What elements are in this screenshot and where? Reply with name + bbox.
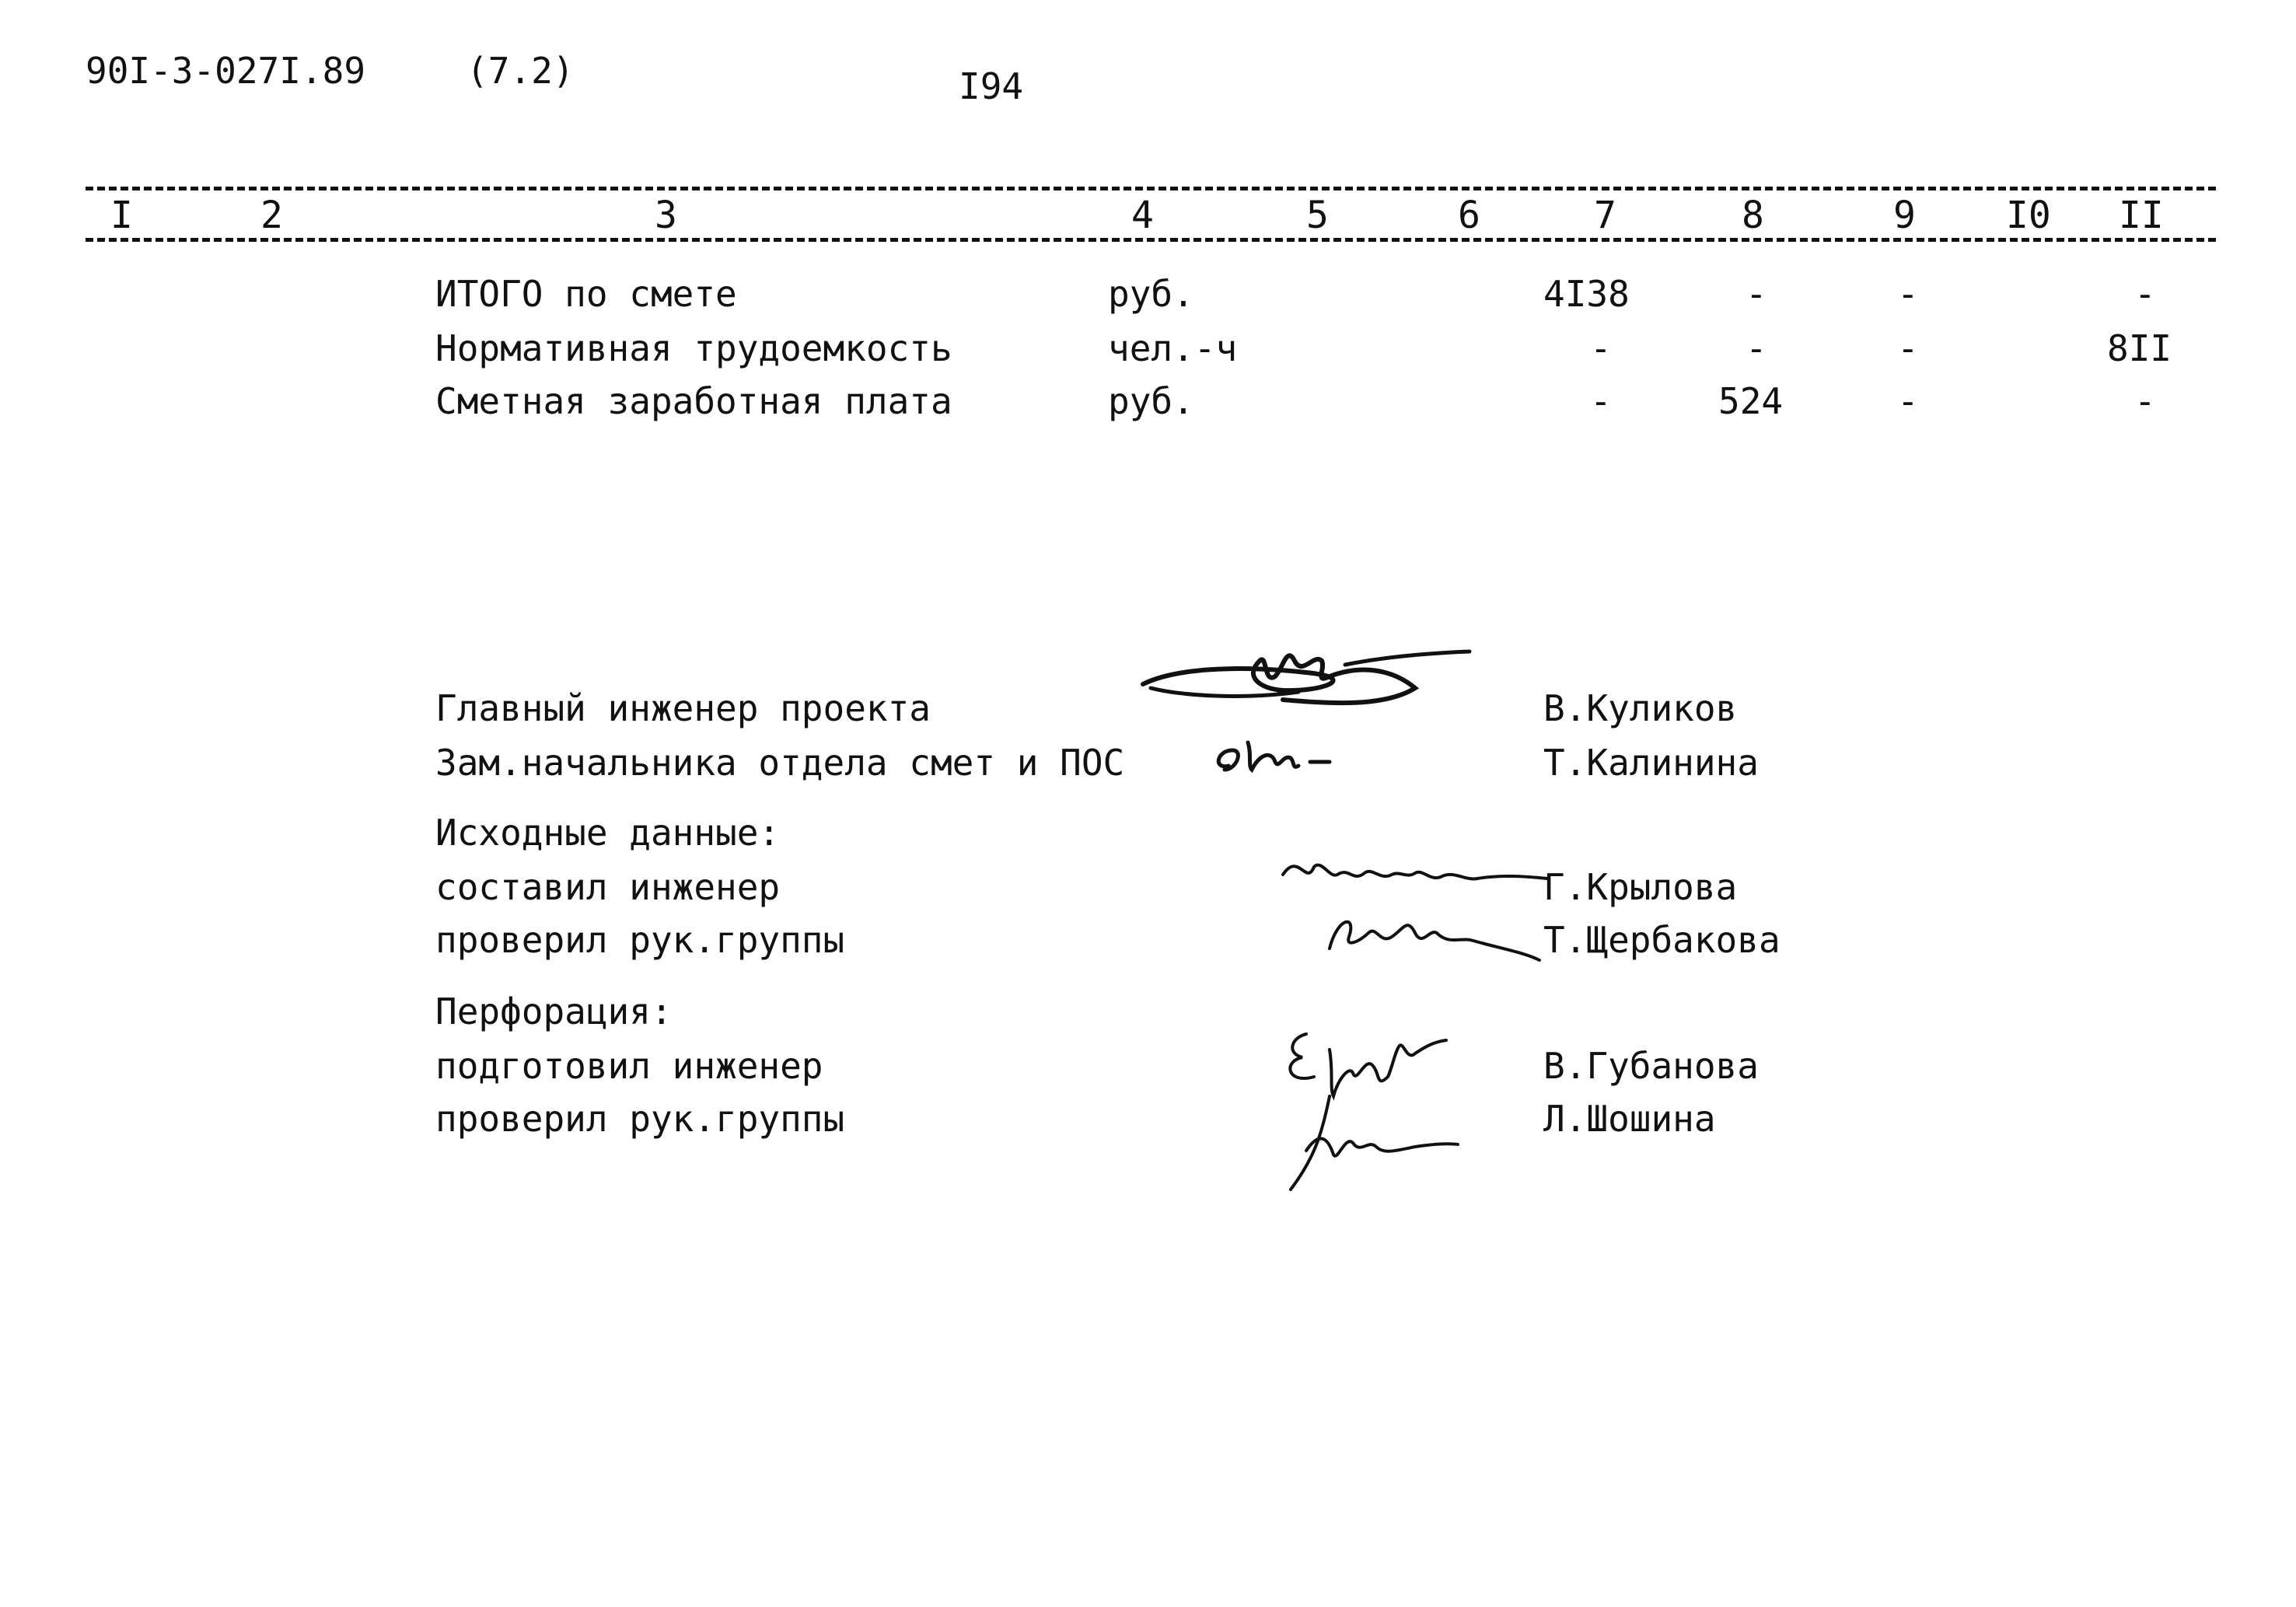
document-code: 90I-3-027I.89: [86, 50, 366, 92]
page-number: I94: [959, 65, 1024, 107]
row-col11: -: [2134, 273, 2156, 315]
column-number: 5: [1306, 194, 1329, 237]
column-number: 2: [260, 194, 283, 237]
column-number: 7: [1594, 194, 1616, 237]
row-col8: -: [1746, 327, 1767, 369]
row-unit: руб.: [1108, 380, 1194, 422]
role-checked-by-2: проверил рук.группы: [435, 1098, 845, 1140]
role-prepared-by: подготовил инженер: [435, 1045, 823, 1087]
name-prepared-by: В.Губанова: [1543, 1045, 1759, 1087]
column-number: 4: [1131, 194, 1154, 237]
header-dashed-line-bottom: [86, 238, 2216, 242]
column-number: II: [2119, 194, 2164, 237]
role-compiled-by: составил инженер: [435, 866, 781, 908]
row-col8: 524: [1718, 380, 1784, 422]
row-name: Нормативная трудоемкость: [435, 327, 952, 369]
row-col7: -: [1590, 380, 1612, 422]
signature-perforation: [1260, 1011, 1462, 1197]
row-col11: -: [2134, 380, 2156, 422]
column-number: 9: [1893, 194, 1916, 237]
role-checked-by: проверил рук.группы: [435, 919, 845, 961]
signature-chief-engineer: [1127, 630, 1485, 723]
name-checked-by: Т.Щербакова: [1543, 919, 1781, 961]
heading-source-data: Исходные данные:: [435, 812, 781, 854]
row-name: Сметная заработная плата: [435, 380, 952, 422]
row-unit: руб.: [1108, 273, 1194, 315]
name-deputy-head: Т.Калинина: [1543, 742, 1759, 784]
name-checked-by-2: Л.Шошина: [1543, 1098, 1716, 1140]
row-unit: чел.-ч: [1108, 327, 1238, 369]
role-chief-engineer: Главный инженер проекта: [435, 687, 931, 729]
row-col9: -: [1897, 273, 1919, 315]
row-col9: -: [1897, 327, 1919, 369]
row-col11: 8II: [2107, 327, 2172, 369]
row-col7: -: [1590, 327, 1612, 369]
column-number: 6: [1458, 194, 1480, 237]
name-compiled-by: Г.Крылова: [1543, 866, 1738, 908]
signature-checked-by: [1314, 894, 1547, 972]
sheet-reference: (7.2): [467, 50, 575, 92]
name-chief-engineer: В.Куликов: [1543, 687, 1738, 729]
column-number: 3: [655, 194, 677, 237]
column-number: 8: [1742, 194, 1764, 237]
row-name: ИТОГО по смете: [435, 273, 737, 315]
header-dashed-line-top: [86, 187, 2216, 190]
signature-deputy-head: [1205, 727, 1345, 781]
row-col9: -: [1897, 380, 1919, 422]
column-number: I0: [2006, 194, 2051, 237]
heading-perforation: Перфорация:: [435, 990, 673, 1032]
row-col7: 4I38: [1543, 273, 1630, 315]
role-deputy-head: Зам.начальника отдела смет и ПОС: [435, 742, 1125, 784]
column-number: I: [110, 194, 133, 237]
row-col8: -: [1746, 273, 1767, 315]
